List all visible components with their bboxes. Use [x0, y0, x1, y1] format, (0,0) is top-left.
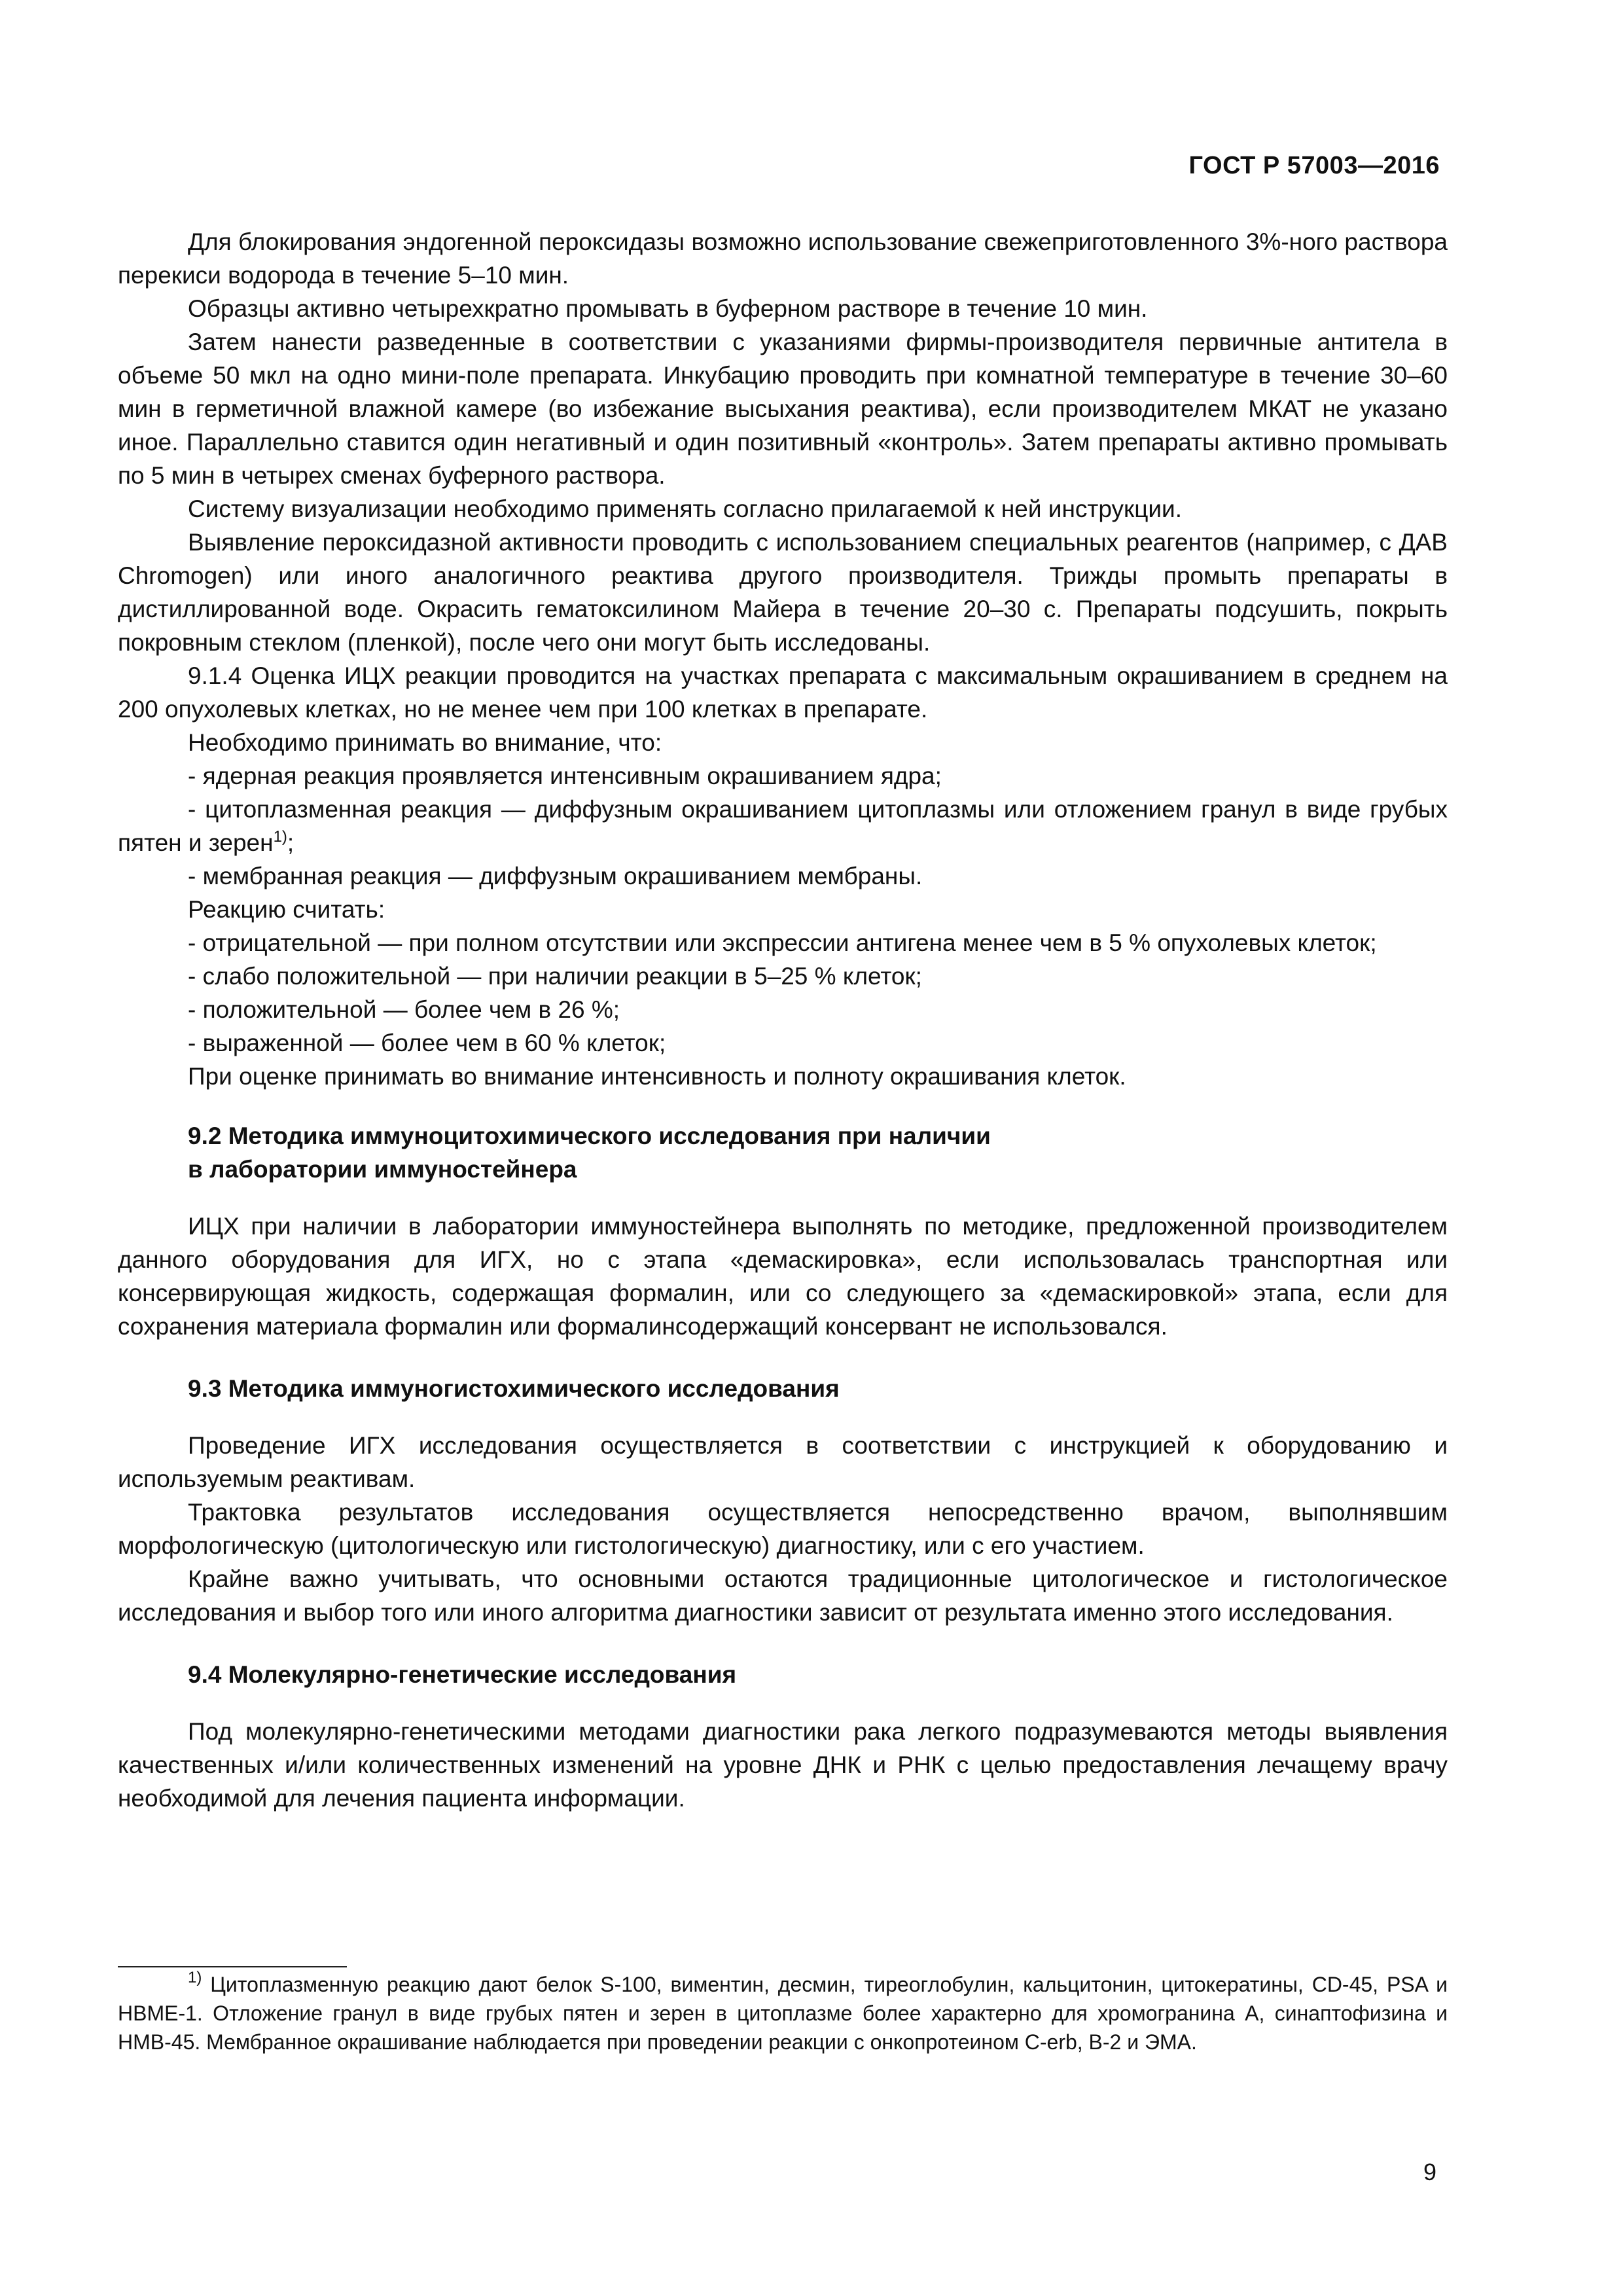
standard-code: ГОСТ Р 57003—2016 [1188, 152, 1440, 179]
footnote-text: Цитоплазменную реакцию дают белок S-100, виментин, десмин, тиреоглобулин, кальцитонин, цитокератины, CD-45, PSA и HBME-1. Отложение гранул в виде грубых пятен и зерен в цитоплазме более характерно для хромогранина А, синаптофизина и НМВ-45. Мембранное окрашивание наблюдается при проведении реакции с онкопротеином C-erb, В-2 и ЭМА. [118, 1973, 1448, 2054]
paragraph: Затем нанести разведенные в соответствии с указаниями фирмы-производителя первичные антитела в объеме 50 мкл на одно мини-поле препарата. Инкубацию проводить при комнатной температуре в течение 30–60 мин в герметичной влажной камере (во избежание высыхания реактива), если производителем МКАТ не указано иное. Параллельно ставится один негативный и один позитивный «контроль». Затем препараты активно промывать по 5 мин в четырех сменах буферного раствора. [118, 329, 1448, 489]
list-item: - положительной — более чем в 26 %; [188, 996, 620, 1023]
paragraph: Необходимо принимать во внимание, что: [188, 729, 662, 756]
paragraph: Крайне важно учитывать, что основными остаются традиционные цитологическое и гистологическое исследования и выбор того или иного алгоритма диагностики зависит от результата именно этого исследования. [118, 1566, 1448, 1626]
paragraph: Под молекулярно-генетическими методами диагностики рака легкого подразумеваются методы выявления качественных и/или количественных изменений на уровне ДНК и РНК с целью предоставления лечащему врачу необходимой для лечения пациента информации. [118, 1718, 1448, 1812]
list-item-text: - цитоплазменная реакция — диффузным окрашиванием цитоплазмы или отложением гранул в виде грубых пятен и зерен [118, 796, 1448, 856]
section-heading-9-3: 9.3 Методика иммуногистохимического исследования [188, 1375, 840, 1402]
list-item: - отрицательной — при полном отсутствии или экспрессии антигена менее чем в 5 % опухолевых клеток; [188, 929, 1377, 956]
section-heading-9-2-cont: в лаборатории иммуностейнера [188, 1156, 577, 1183]
page-content [118, 225, 1448, 1815]
paragraph: Реакцию считать: [188, 896, 385, 923]
footnote-mark: 1) [188, 1969, 202, 1986]
footnote [118, 1970, 1448, 2056]
footnote-ref: 1) [273, 828, 287, 846]
list-item: - ядерная реакция проявляется интенсивным окрашиванием ядра; [188, 762, 942, 789]
paragraph: Выявление пероксидазной активности проводить с использованием специальных реагентов (например, с ДАВ Chromogen) или иного аналогичного реактива другого производителя. Трижды промыть препараты в дистиллированной воде. Окрасить гематоксилином Майера в течение 20–30 с. Препараты подсушить, покрыть покровным стеклом (пленкой), после чего они могут быть исследованы. [118, 529, 1448, 656]
paragraph: Проведение ИГХ исследования осуществляется в соответствии с инструкцией к оборудованию и используемым реактивам. [118, 1432, 1448, 1492]
list-item: - слабо положительной — при наличии реакции в 5–25 % клеток; [188, 963, 922, 990]
paragraph: Систему визуализации необходимо применять согласно прилагаемой к ней инструкции. [188, 495, 1183, 522]
list-item [118, 793, 1448, 859]
paragraph: Образцы активно четырехкратно промывать в буферном растворе в течение 10 мин. [188, 295, 1148, 322]
paragraph-9-1-4: 9.1.4 Оценка ИЦХ реакции проводится на участках препарата с максимальным окрашиванием в среднем на 200 опухолевых клетках, но не менее чем при 100 клетках в препарате. [118, 662, 1448, 723]
paragraph: Для блокирования эндогенной пероксидазы возможно использование свежеприготовленного 3%-ного раствора перекиси водорода в течение 5–10 мин. [118, 228, 1448, 289]
page-number: 9 [1423, 2159, 1436, 2185]
section-heading-9-2: 9.2 Методика иммуноцитохимического исследования при наличии [188, 1122, 991, 1149]
list-item: - мембранная реакция — диффузным окрашиванием мембраны. [188, 863, 923, 889]
list-item-end: ; [287, 829, 294, 856]
section-heading-9-4: 9.4 Молекулярно-генетические исследования [188, 1661, 737, 1688]
footnote-divider [118, 1966, 347, 1967]
list-item: - выраженной — более чем в 60 % клеток; [188, 1030, 666, 1056]
paragraph: ИЦХ при наличии в лаборатории иммуностейнера выполнять по методике, предложенной производителем данного оборудования для ИГХ, но с этапа «демаскировка», если использовалась транспортная или консервирующая жидкость, содержащая формалин, или со следующего за «демаскировкой» этапа, если для сохранения материала формалин или формалинсодержащий консервант не использовался. [118, 1213, 1448, 1340]
paragraph: Трактовка результатов исследования осуществляется непосредственно врачом, выполнявшим морфологическую (цитологическую или гистологическую) диагностику, или с его участием. [118, 1499, 1448, 1559]
paragraph: При оценке принимать во внимание интенсивность и полноту окрашивания клеток. [188, 1063, 1126, 1090]
